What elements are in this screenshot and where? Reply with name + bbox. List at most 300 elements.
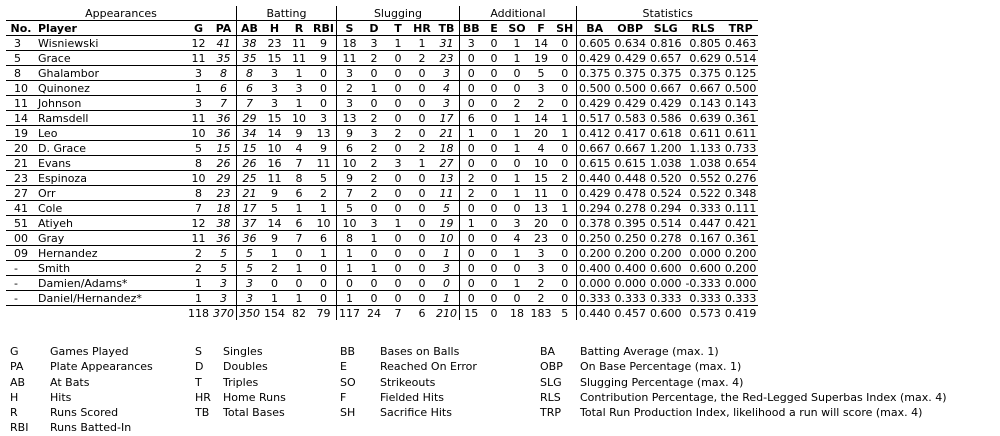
cell-rls: 0.143 — [683, 96, 722, 111]
cell-bb: 2 — [459, 186, 482, 201]
cell-ab: 17 — [237, 201, 263, 216]
cell-e: 0 — [482, 276, 505, 291]
cell-so: 1 — [505, 141, 528, 156]
legend-item — [540, 405, 947, 420]
cell-d: 2 — [362, 171, 386, 186]
cell-slg: 0.294 — [649, 201, 682, 215]
cell-r: 9 — [287, 126, 311, 141]
legend-abbr: TB — [195, 406, 210, 420]
cell-tb: 3 — [434, 96, 460, 111]
cell-rbi: 0 — [311, 96, 336, 111]
cell-player: Daniel/Hernandez* — [36, 291, 186, 306]
cell-no — [6, 306, 36, 321]
cell-tb: 21 — [434, 126, 460, 141]
legend-item — [10, 420, 153, 435]
cell-h: 15 — [262, 111, 287, 126]
cell-s: 13 — [336, 111, 362, 126]
table-row — [6, 141, 758, 156]
cell-no: 19 — [6, 126, 36, 141]
cell-e: 0 — [482, 51, 505, 66]
table-row — [6, 96, 758, 111]
group-slugging: Slugging — [336, 6, 459, 21]
cell-trp: 0.276 — [724, 171, 757, 185]
cell-g: 3 — [186, 96, 211, 111]
cell-bb: 15 — [459, 306, 482, 321]
cell-ab: 3 — [237, 291, 263, 306]
cell-pa: 370 — [213, 306, 234, 320]
cell-player: Atiyeh — [36, 216, 186, 231]
legend-abbr: BA — [540, 345, 556, 358]
cell-slg: 0.618 — [649, 126, 682, 140]
cell-sh: 0 — [553, 276, 576, 291]
cell-bb: 6 — [459, 111, 482, 126]
cell-obp: 0.200 — [614, 246, 646, 260]
cell-ba: 0.605 — [576, 36, 612, 51]
cell-rbi: 2 — [311, 186, 336, 201]
cell-t: 0 — [386, 66, 410, 81]
cell-tb: 5 — [434, 201, 460, 216]
cell-sh: 0 — [553, 261, 576, 276]
cell-no: 8 — [6, 66, 36, 81]
cell-rbi: 13 — [311, 126, 336, 141]
cell-bb: 0 — [459, 201, 482, 216]
legend-desc: Bases on Balls — [380, 345, 460, 358]
cell-sh: 0 — [553, 291, 576, 306]
legend-abbr: OBP — [540, 360, 563, 374]
cell-no: - — [6, 276, 36, 291]
cell-sh: 0 — [553, 186, 576, 201]
cell-r: 7 — [287, 231, 311, 246]
col-header-hr: HR — [410, 21, 434, 36]
cell-bb: 0 — [459, 141, 482, 156]
legend-desc: Sacrifice Hits — [380, 406, 452, 420]
cell-sh: 5 — [561, 306, 569, 320]
legend-desc: Total Bases — [223, 406, 285, 420]
cell-sh: 0 — [553, 51, 576, 66]
cell-tb: 3 — [434, 66, 460, 81]
cell-h: 2 — [262, 261, 287, 276]
cell-so: 18 — [509, 306, 524, 320]
cell-rls: 1.038 — [683, 156, 722, 171]
group-batting: Batting — [237, 6, 337, 21]
legend-abbr: BB — [340, 345, 356, 358]
legend-item — [10, 405, 153, 420]
cell-sh: 0 — [553, 216, 576, 231]
cell-no: 00 — [6, 231, 36, 246]
cell-r: 1 — [287, 291, 311, 306]
col-header-t: T — [386, 21, 410, 36]
col-header-ba: BA — [576, 21, 612, 36]
cell-d: 1 — [362, 231, 386, 246]
cell-f: 11 — [528, 186, 553, 201]
cell-bb: 0 — [459, 231, 482, 246]
cell-ab: 29 — [237, 111, 263, 126]
cell-no: 11 — [6, 96, 36, 111]
cell-ba: 0.400 — [576, 261, 612, 276]
cell-ab: 3 — [237, 276, 263, 291]
legend-desc: Batting Average (max. 1) — [580, 345, 719, 358]
cell-slg: 0.429 — [649, 96, 682, 110]
col-header-so: SO — [505, 21, 528, 36]
cell-no: - — [6, 291, 36, 306]
cell-ab: 34 — [237, 126, 263, 141]
cell-s: 3 — [336, 96, 362, 111]
cell-rls: 0.522 — [683, 186, 722, 201]
cell-g: 1 — [186, 81, 211, 96]
cell-e: 0 — [482, 66, 505, 81]
cell-e: 0 — [482, 171, 505, 186]
cell-ba: 0.440 — [576, 171, 612, 186]
legend-desc: Runs Scored — [50, 406, 119, 420]
cell-tb: 10 — [434, 231, 460, 246]
cell-obp: 0.395 — [614, 216, 646, 230]
cell-bb: 3 — [459, 36, 482, 51]
legend-abbr: G — [10, 345, 19, 358]
cell-hr: 0 — [410, 276, 434, 291]
cell-t: 0 — [386, 276, 410, 291]
cell-r: 6 — [287, 216, 311, 231]
legend-column — [195, 344, 286, 420]
legend-abbr: AB — [10, 375, 26, 389]
cell-bb: 0 — [459, 66, 482, 81]
cell-s: 117 — [336, 306, 362, 321]
cell-obp: 0.615 — [614, 156, 646, 170]
cell-pa: 29 — [211, 171, 237, 186]
cell-ab: 350 — [237, 306, 263, 321]
cell-hr: 1 — [410, 156, 434, 171]
cell-hr: 0 — [410, 246, 434, 261]
cell-d: 1 — [362, 261, 386, 276]
cell-no: 41 — [6, 201, 36, 216]
cell-slg: 0.657 — [649, 51, 682, 65]
cell-e: 0 — [490, 306, 498, 320]
cell-rbi: 9 — [311, 141, 336, 156]
legend-item — [340, 359, 477, 374]
cell-so: 0 — [505, 81, 528, 96]
cell-so: 1 — [505, 51, 528, 66]
cell-player: Quinonez — [36, 81, 186, 96]
col-header-rls: RLS — [683, 21, 722, 36]
cell-trp: 0.733 — [724, 141, 757, 155]
cell-rls: 0.552 — [683, 171, 722, 186]
cell-h: 11 — [262, 171, 287, 186]
cell-s: 6 — [336, 141, 362, 156]
cell-g: 11 — [186, 51, 211, 66]
col-header-r: R — [287, 21, 311, 36]
cell-ba: 0.250 — [576, 231, 612, 246]
cell-ab: 15 — [237, 141, 263, 156]
cell-trp: 0.125 — [724, 66, 757, 80]
table-row — [6, 186, 758, 201]
cell-hr: 2 — [410, 51, 434, 66]
cell-trp: 0.348 — [724, 186, 757, 200]
cell-trp: 0.654 — [724, 156, 757, 170]
cell-t: 0 — [386, 291, 410, 306]
cell-r: 7 — [287, 156, 311, 171]
cell-rbi: 0 — [311, 81, 336, 96]
cell-hr: 0 — [410, 81, 434, 96]
table-row — [6, 171, 758, 186]
table-row — [6, 216, 758, 231]
cell-g: 5 — [186, 141, 211, 156]
legend-abbr: SO — [340, 375, 356, 389]
legend-item — [340, 390, 477, 405]
cell-so: 3 — [505, 216, 528, 231]
col-header-h: H — [262, 21, 287, 36]
legend-desc: Games Played — [50, 345, 129, 358]
col-header-rbi: RBI — [311, 21, 336, 36]
table-row — [6, 261, 758, 276]
cell-so: 1 — [505, 276, 528, 291]
cell-hr: 0 — [410, 126, 434, 141]
cell-pa: 3 — [211, 291, 237, 306]
cell-slg: 1.038 — [649, 156, 682, 170]
cell-pa: 6 — [211, 81, 237, 96]
legend-desc: Reached On Error — [380, 360, 477, 374]
col-header-bb: BB — [459, 21, 482, 36]
cell-s: 7 — [336, 186, 362, 201]
cell-t: 7 — [394, 306, 402, 320]
cell-so: 1 — [505, 126, 528, 141]
cell-player: Ghalambor — [36, 66, 186, 81]
cell-player: Hernandez — [36, 246, 186, 261]
cell-player: Smith — [36, 261, 186, 276]
cell-trp: 0.419 — [724, 306, 757, 320]
cell-ba: 0.440 — [576, 306, 612, 321]
cell-f: 19 — [528, 51, 553, 66]
cell-d: 2 — [362, 111, 386, 126]
cell-rbi: 0 — [311, 291, 336, 306]
cell-h: 3 — [262, 96, 287, 111]
legend-desc: Runs Batted-In — [50, 421, 132, 435]
cell-pa: 38 — [211, 216, 237, 231]
cell-h: 3 — [262, 81, 287, 96]
col-header-s: S — [336, 21, 362, 36]
cell-rbi: 9 — [311, 36, 336, 51]
cell-f: 2 — [528, 96, 553, 111]
cell-ab: 25 — [237, 171, 263, 186]
cell-d: 24 — [366, 306, 381, 320]
cell-trp: 0.143 — [724, 96, 757, 110]
cell-e: 0 — [482, 201, 505, 216]
cell-obp: 0.448 — [614, 171, 646, 185]
cell-trp: 0.463 — [724, 36, 757, 50]
legend-item — [540, 344, 947, 359]
cell-player: Leo — [36, 126, 186, 141]
legend-abbr: SLG — [540, 375, 562, 389]
legend-item — [340, 405, 477, 420]
cell-obp: 0.429 — [614, 96, 646, 110]
legend-item — [340, 344, 477, 359]
cell-ab: 38 — [237, 36, 263, 51]
cell-e: 0 — [482, 81, 505, 96]
cell-f: 15 — [528, 171, 553, 186]
legend-item — [10, 344, 153, 359]
col-header-player: Player — [36, 21, 186, 36]
col-header-ab: AB — [237, 21, 263, 36]
cell-s: 18 — [336, 36, 362, 51]
legend-item — [195, 359, 286, 374]
table-row — [6, 246, 758, 261]
cell-t: 0 — [386, 111, 410, 126]
cell-slg: 0.278 — [649, 231, 682, 245]
col-header-d: D — [362, 21, 386, 36]
cell-so: 0 — [505, 201, 528, 216]
cell-pa: 15 — [211, 141, 237, 156]
cell-bb: 0 — [459, 156, 482, 171]
cell-e: 0 — [482, 186, 505, 201]
cell-slg: 0.000 — [649, 276, 682, 290]
cell-obp: 0.375 — [614, 66, 646, 80]
cell-rls: 0.805 — [683, 36, 722, 51]
cell-rls: 0.573 — [689, 306, 721, 320]
cell-no: 14 — [6, 111, 36, 126]
cell-no: 20 — [6, 141, 36, 156]
legend — [10, 344, 995, 434]
cell-hr: 0 — [410, 216, 434, 231]
cell-e: 0 — [482, 231, 505, 246]
cell-d: 0 — [362, 66, 386, 81]
legend-desc: Fielded Hits — [380, 390, 445, 404]
cell-ba: 0.294 — [576, 201, 612, 216]
cell-ab: 36 — [237, 231, 263, 246]
col-header-tb: TB — [434, 21, 460, 36]
cell-no: 10 — [6, 81, 36, 96]
cell-h: 14 — [262, 216, 287, 231]
cell-sh: 2 — [553, 171, 576, 186]
cell-tb: 17 — [434, 111, 460, 126]
cell-g: 8 — [186, 156, 211, 171]
cell-ba: 0.500 — [576, 81, 612, 96]
cell-slg: 0.375 — [649, 66, 682, 80]
cell-bb: 0 — [459, 246, 482, 261]
col-header-e: E — [482, 21, 505, 36]
cell-rbi: 10 — [311, 216, 336, 231]
cell-d: 3 — [362, 36, 386, 51]
cell-hr: 0 — [410, 201, 434, 216]
cell-slg: 0.524 — [649, 186, 682, 200]
legend-column — [340, 344, 477, 420]
cell-ab: 8 — [237, 66, 263, 81]
cell-slg: 0.520 — [649, 171, 682, 185]
cell-t: 0 — [386, 261, 410, 276]
cell-rbi: 79 — [316, 306, 331, 320]
cell-tb: 3 — [434, 261, 460, 276]
cell-h: 16 — [262, 156, 287, 171]
cell-d: 2 — [362, 156, 386, 171]
cell-e: 0 — [482, 216, 505, 231]
cell-rbi: 5 — [311, 171, 336, 186]
cell-hr: 6 — [418, 306, 426, 320]
cell-tb: 210 — [435, 306, 457, 320]
cell-r: 11 — [287, 51, 311, 66]
cell-s: 8 — [336, 231, 362, 246]
cell-r: 8 — [287, 171, 311, 186]
legend-item — [540, 359, 947, 374]
cell-obp: 0.429 — [614, 51, 646, 65]
cell-player: Ramsdell — [36, 111, 186, 126]
cell-no: 27 — [6, 186, 36, 201]
cell-d: 0 — [362, 276, 386, 291]
cell-g: 1 — [186, 291, 211, 306]
cell-f: 3 — [528, 81, 553, 96]
legend-abbr: D — [195, 360, 204, 374]
cell-so: 0 — [505, 66, 528, 81]
cell-tb: 18 — [434, 141, 460, 156]
cell-g: 10 — [186, 171, 211, 186]
legend-desc: Singles — [223, 345, 263, 358]
cell-tb: 13 — [434, 171, 460, 186]
cell-hr: 0 — [410, 231, 434, 246]
cell-d: 1 — [362, 81, 386, 96]
totals-row — [6, 306, 758, 321]
cell-f: 5 — [528, 66, 553, 81]
cell-so: 0 — [505, 156, 528, 171]
cell-ab: 5 — [237, 261, 263, 276]
cell-e: 0 — [482, 291, 505, 306]
cell-hr: 0 — [410, 171, 434, 186]
legend-item — [540, 390, 947, 405]
cell-r: 1 — [287, 261, 311, 276]
cell-pa: 36 — [211, 111, 237, 126]
cell-d: 0 — [362, 201, 386, 216]
cell-f: 4 — [528, 141, 553, 156]
cell-bb: 0 — [459, 276, 482, 291]
cell-sh: 0 — [553, 66, 576, 81]
cell-pa: 35 — [211, 51, 237, 66]
table-row — [6, 36, 758, 51]
cell-e: 0 — [482, 111, 505, 126]
cell-d: 2 — [362, 141, 386, 156]
cell-bb: 0 — [459, 261, 482, 276]
cell-ab: 7 — [237, 96, 263, 111]
cell-trp: 0.200 — [724, 246, 757, 260]
legend-desc: Doubles — [223, 360, 268, 374]
cell-g: 3 — [186, 66, 211, 81]
cell-sh: 0 — [553, 96, 576, 111]
cell-rls: 0.600 — [683, 261, 722, 276]
cell-h: 15 — [262, 51, 287, 66]
cell-ab: 21 — [237, 186, 263, 201]
cell-tb: 0 — [434, 276, 460, 291]
cell-ab: 26 — [237, 156, 263, 171]
cell-slg: 0.816 — [649, 36, 682, 50]
legend-column — [540, 344, 947, 420]
cell-bb: 0 — [459, 291, 482, 306]
cell-slg: 0.586 — [649, 111, 682, 125]
legend-abbr: H — [10, 390, 19, 404]
cell-r: 1 — [287, 96, 311, 111]
player-rows — [6, 36, 758, 321]
table-row — [6, 51, 758, 66]
legend-desc: Hits — [50, 390, 72, 404]
group-header-row — [6, 6, 758, 21]
cell-f: 2 — [528, 276, 553, 291]
cell-so: 0 — [505, 261, 528, 276]
cell-t: 0 — [386, 246, 410, 261]
legend-desc: On Base Percentage (max. 1) — [580, 360, 742, 374]
cell-ba: 0.200 — [576, 246, 612, 261]
cell-s: 3 — [336, 66, 362, 81]
cell-r: 11 — [287, 36, 311, 51]
cell-tb: 27 — [434, 156, 460, 171]
cell-ba: 0.375 — [576, 66, 612, 81]
cell-bb: 1 — [459, 216, 482, 231]
cell-s: 10 — [336, 156, 362, 171]
cell-t: 0 — [386, 171, 410, 186]
cell-h: 0 — [262, 276, 287, 291]
cell-t: 0 — [386, 96, 410, 111]
